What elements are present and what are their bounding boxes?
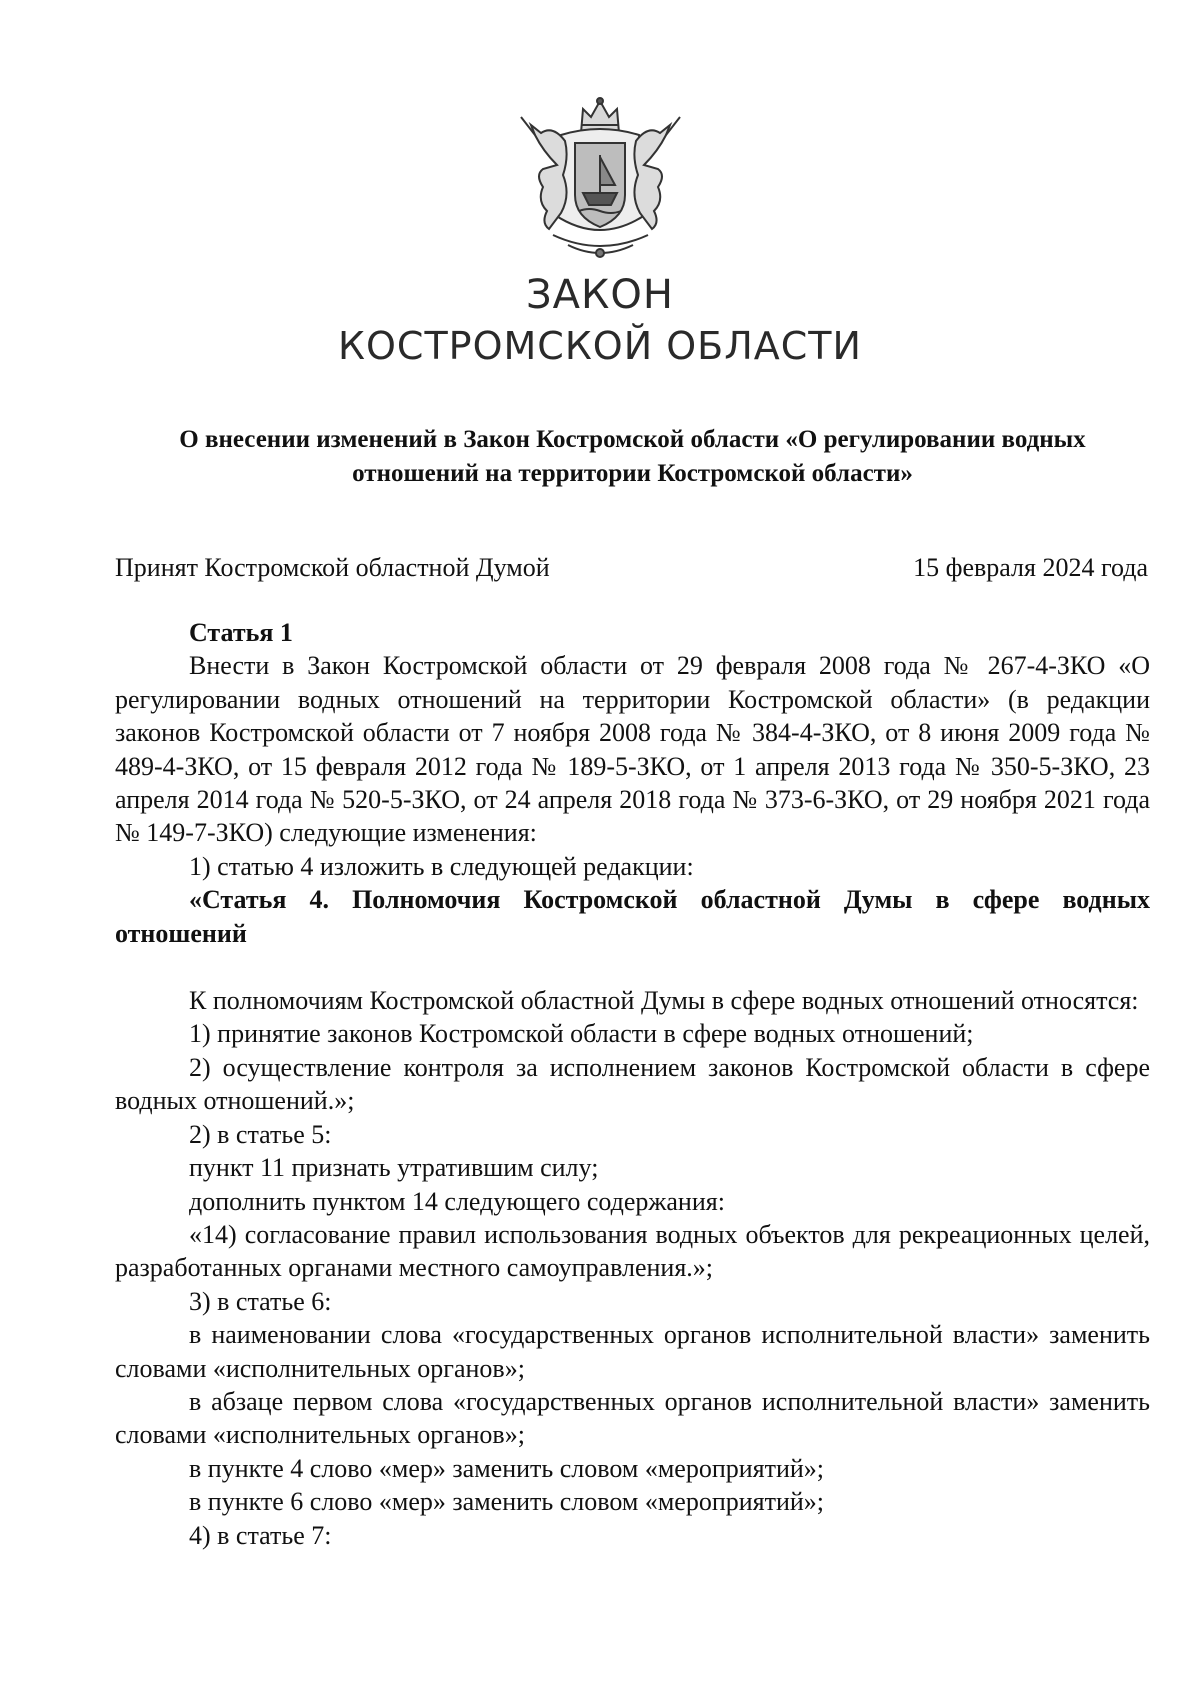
article-4-point-2: 2) осуществление контроля за исполнением законов Костромской области в сфере водных отношений.»; [115,1052,1150,1116]
law-region-title: КОСТРОМСКОЙ ОБЛАСТИ [338,324,862,368]
amendment-item-3: 3) в статье 6: [189,1286,332,1316]
law-body [115,616,1150,1552]
amendment-item-3-a: в наименовании слова «государственных органов исполнительной власти» заменить словами «исполнительных органов»; [115,1320,1150,1383]
law-heading: О внесении изменений в Закон Костромской области «О регулировании водных отношений на территории Костромской области» [179,426,1086,487]
amendment-item-4: 4) в статье 7: [189,1520,332,1550]
amendment-item-2-c: «14) согласование правил использования водных объектов для рекреационных целей, разработанных органами местного самоуправления.»; [115,1219,1150,1283]
adopted-by: Принят Костромской областной Думой [115,553,550,582]
amendment-item-3-b: в абзаце первом слова «государственных органов исполнительной власти» заменить словами «исполнительных органов»; [115,1386,1150,1450]
amendment-item-2-b: дополнить пунктом 14 следующего содержания: [189,1186,725,1216]
law-title: ЗАКОН [526,272,674,318]
spacer [115,950,1150,984]
amendment-item-2-a: пункт 11 признать утратившим силу; [189,1153,599,1183]
amendment-item-1: 1) статью 4 изложить в следующей редакции: [189,851,694,881]
amendment-item-2: 2) в статье 5: [189,1119,332,1149]
article-4-point-1: 1) принятие законов Костромской области в сфере водных отношений; [189,1019,974,1049]
article-4-title: «Статья 4. Полномочия Костромской областной Думы в сфере водных отношений [115,885,1150,948]
kostroma-coat-of-arms-icon [513,95,688,265]
article-title: Статья 1 [189,618,293,647]
amendment-item-3-c: в пункте 4 слово «мер» заменить словом «мероприятий»; [189,1453,825,1483]
adoption-date: 15 февраля 2024 года [913,553,1148,582]
amendment-item-3-d: в пункте 6 слово «мер» заменить словом «мероприятий»; [189,1487,825,1517]
article-4-intro: К полномочиям Костромской областной Думы в сфере водных отношений относятся: [189,986,1139,1016]
article-intro-paragraph: Внести в Закон Костромской области от 29 февраля 2008 года № 267-4-ЗКО «О регулировании водных отношений на территории Костромской области» (в редакции законов Костромской области от 7 ноября 2008 года № 384-4-ЗКО, от 8 июня 2009 года № 489-4-ЗКО, от 15 февраля 2012 года № 189-5-ЗКО, от 1 апреля 2013 года № 350-5-ЗКО, 23 апреля 2014 года № 520-5-ЗКО, от 24 апреля 2018 года № 373-6-ЗКО, от 29 ноября 2021 года № 149-7-ЗКО) следующие изменения: [115,651,1150,848]
